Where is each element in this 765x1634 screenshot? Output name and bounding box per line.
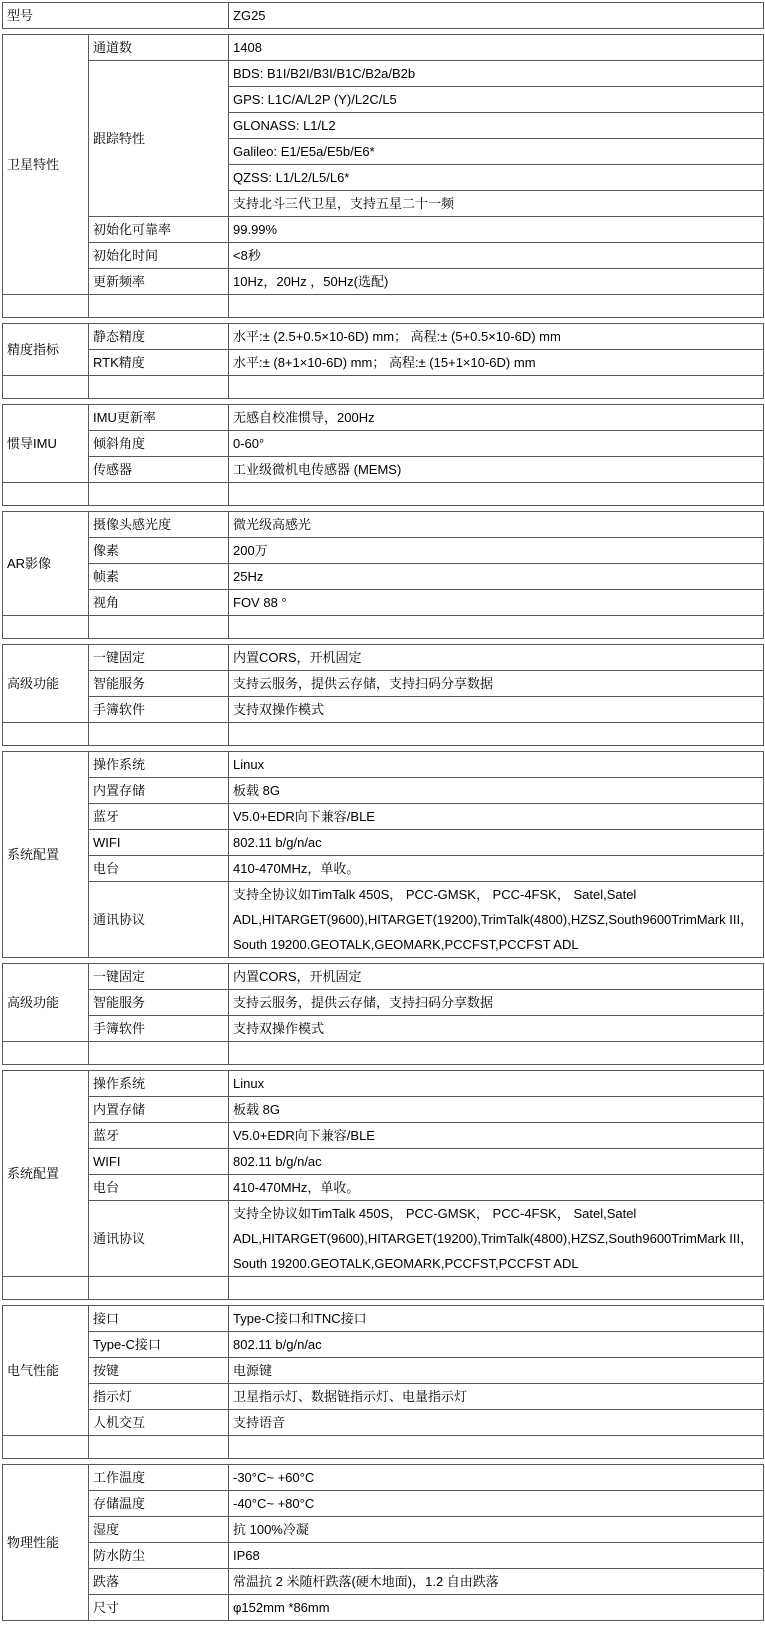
- value-cell: 410-470MHz，单收。: [229, 1175, 764, 1201]
- value-cell: 内置CORS，开机固定: [229, 645, 764, 671]
- value-cell: 802.11 b/g/n/ac: [229, 1332, 764, 1358]
- spacer-cell: [3, 1436, 89, 1459]
- property-cell: 一键固定: [89, 964, 229, 990]
- table-row: [3, 882, 764, 958]
- property-cell: WIFI: [89, 1149, 229, 1175]
- property-cell: 更新频率: [89, 269, 229, 295]
- section-table-7: [2, 1070, 764, 1300]
- property-cell: 通讯协议: [89, 1201, 229, 1277]
- property-cell: IMU更新率: [89, 405, 229, 431]
- table-row: [3, 1306, 764, 1332]
- value-cell: 支持语音: [229, 1410, 764, 1436]
- property-cell: 蓝牙: [89, 804, 229, 830]
- property-cell: 内置存储: [89, 1097, 229, 1123]
- property-cell: 倾斜角度: [89, 431, 229, 457]
- table-row: [3, 1123, 764, 1149]
- value-cell: V5.0+EDR向下兼容/BLE: [229, 1123, 764, 1149]
- property-cell: RTK精度: [89, 350, 229, 376]
- spacer-cell: [229, 295, 764, 318]
- spacer-cell: [3, 1277, 89, 1300]
- value-cell: 板载 8G: [229, 778, 764, 804]
- value-cell: GLONASS: L1/L2: [229, 113, 764, 139]
- section-table-8: [2, 1305, 764, 1459]
- value-cell: Galileo: E1/E5a/E5b/E6*: [229, 139, 764, 165]
- table-row: [3, 35, 764, 61]
- property-cell: 指示灯: [89, 1384, 229, 1410]
- category-cell: 卫星特性: [3, 35, 89, 295]
- spacer-cell: [229, 1277, 764, 1300]
- model-label-cell: 型号: [3, 3, 229, 29]
- table-row: [3, 457, 764, 483]
- property-cell: 接口: [89, 1306, 229, 1332]
- table-row: [3, 1097, 764, 1123]
- table-row: [3, 1071, 764, 1097]
- value-cell: 25Hz: [229, 564, 764, 590]
- table-row: [3, 990, 764, 1016]
- table-row: [3, 324, 764, 350]
- value-cell: 支持全协议如TimTalk 450S， PCC-GMSK， PCC-4FSK， Satel,Satel ADL,HITARGET(9600),HITARGET(19200),TrimTalk(4800),HZSZ,South9600TrimMark III， South 19200.GEOTALK,GEOMARK,PCCFST,PCCFST ADL: [229, 882, 764, 958]
- value-cell: 支持云服务，提供云存储，支持扫码分享数据: [229, 990, 764, 1016]
- table-row: [3, 1332, 764, 1358]
- value-cell: 0-60°: [229, 431, 764, 457]
- property-cell: 静态精度: [89, 324, 229, 350]
- property-cell: 通道数: [89, 35, 229, 61]
- value-cell: 微光级高感光: [229, 512, 764, 538]
- spacer-cell: [89, 1277, 229, 1300]
- property-cell: 内置存储: [89, 778, 229, 804]
- table-row: [3, 964, 764, 990]
- table-row: [3, 1595, 764, 1621]
- value-cell: 410-470MHz，单收。: [229, 856, 764, 882]
- spacer-cell: [229, 376, 764, 399]
- model-table: [2, 2, 764, 29]
- property-cell: 跌落: [89, 1569, 229, 1595]
- table-row: [3, 804, 764, 830]
- property-cell: 尺寸: [89, 1595, 229, 1621]
- value-cell: V5.0+EDR向下兼容/BLE: [229, 804, 764, 830]
- section-table-4: [2, 644, 764, 746]
- property-cell: 操作系统: [89, 752, 229, 778]
- section-table-6: [2, 963, 764, 1065]
- table-row: [3, 671, 764, 697]
- property-cell: 初始化时间: [89, 243, 229, 269]
- spacer-row: [3, 723, 764, 746]
- table-row: [3, 856, 764, 882]
- section-table-0: [2, 34, 764, 318]
- section-table-9: [2, 1464, 764, 1621]
- category-cell: 高级功能: [3, 964, 89, 1042]
- value-cell: BDS: B1I/B2I/B3I/B1C/B2a/B2b: [229, 61, 764, 87]
- table-row: [3, 269, 764, 295]
- category-cell: 物理性能: [3, 1465, 89, 1621]
- value-cell: 1408: [229, 35, 764, 61]
- spacer-row: [3, 295, 764, 318]
- spacer-cell: [89, 483, 229, 506]
- property-cell: WIFI: [89, 830, 229, 856]
- value-cell: 无感自校准惯导，200Hz: [229, 405, 764, 431]
- table-row: [3, 1569, 764, 1595]
- table-row: [3, 590, 764, 616]
- category-cell: 电气性能: [3, 1306, 89, 1436]
- table-row: [3, 830, 764, 856]
- value-cell: Linux: [229, 752, 764, 778]
- spacer-row: [3, 1042, 764, 1065]
- value-cell: Type-C接口和TNC接口: [229, 1306, 764, 1332]
- spacer-cell: [3, 295, 89, 318]
- category-cell: 惯导IMU: [3, 405, 89, 483]
- spacer-cell: [3, 376, 89, 399]
- table-row: [3, 1201, 764, 1277]
- spacer-cell: [229, 616, 764, 639]
- value-cell: 水平:± (8+1×10-6D) mm； 高程:± (15+1×10-6D) mm: [229, 350, 764, 376]
- property-cell: 一键固定: [89, 645, 229, 671]
- spacer-row: [3, 1436, 764, 1459]
- value-cell: IP68: [229, 1543, 764, 1569]
- value-cell: 支持全协议如TimTalk 450S， PCC-GMSK， PCC-4FSK， Satel,Satel ADL,HITARGET(9600),HITARGET(19200),TrimTalk(4800),HZSZ,South9600TrimMark III， South 19200.GEOTALK,GEOMARK,PCCFST,PCCFST ADL: [229, 1201, 764, 1277]
- table-row: [3, 1465, 764, 1491]
- value-cell: 电源键: [229, 1358, 764, 1384]
- table-row: [3, 1149, 764, 1175]
- value-cell: 200万: [229, 538, 764, 564]
- value-cell: φ152mm *86mm: [229, 1595, 764, 1621]
- property-cell: 智能服务: [89, 990, 229, 1016]
- table-row: [3, 350, 764, 376]
- table-row: [3, 1410, 764, 1436]
- table-row: [3, 1491, 764, 1517]
- table-row: [3, 1358, 764, 1384]
- property-cell: 智能服务: [89, 671, 229, 697]
- spacer-cell: [229, 1436, 764, 1459]
- section-table-2: [2, 404, 764, 506]
- value-cell: 99.99%: [229, 217, 764, 243]
- property-cell: 摄像头感光度: [89, 512, 229, 538]
- property-cell: 工作温度: [89, 1465, 229, 1491]
- table-row: [3, 697, 764, 723]
- spacer-cell: [89, 1042, 229, 1065]
- value-cell: 10Hz，20Hz ，50Hz(选配): [229, 269, 764, 295]
- table-row: [3, 752, 764, 778]
- spacer-row: [3, 1277, 764, 1300]
- spacer-cell: [89, 1436, 229, 1459]
- table-row: [3, 564, 764, 590]
- table-row: [3, 405, 764, 431]
- model-row: [3, 3, 764, 29]
- table-row: [3, 1384, 764, 1410]
- spacer-row: [3, 376, 764, 399]
- property-cell: 电台: [89, 1175, 229, 1201]
- property-cell: 防水防尘: [89, 1543, 229, 1569]
- property-cell: 帧素: [89, 564, 229, 590]
- value-cell: 802.11 b/g/n/ac: [229, 830, 764, 856]
- value-cell: -40°C~ +80°C: [229, 1491, 764, 1517]
- property-cell: 手簿软件: [89, 697, 229, 723]
- category-cell: 系统配置: [3, 752, 89, 958]
- table-row: [3, 778, 764, 804]
- table-row: [3, 1175, 764, 1201]
- value-cell: 常温抗 2 米随杆跌落(硬木地面)，1.2 自由跌落: [229, 1569, 764, 1595]
- spacer-cell: [3, 483, 89, 506]
- spacer-cell: [89, 616, 229, 639]
- table-row: [3, 1016, 764, 1042]
- value-cell: QZSS: L1/L2/L5/L6*: [229, 165, 764, 191]
- spacer-cell: [3, 723, 89, 746]
- spacer-cell: [229, 483, 764, 506]
- property-cell: 初始化可靠率: [89, 217, 229, 243]
- table-row: [3, 512, 764, 538]
- property-cell: 存储温度: [89, 1491, 229, 1517]
- section-table-1: [2, 323, 764, 399]
- value-cell: 支持双操作模式: [229, 697, 764, 723]
- table-row: [3, 217, 764, 243]
- property-cell: 电台: [89, 856, 229, 882]
- spacer-cell: [89, 376, 229, 399]
- table-row: [3, 61, 764, 87]
- property-cell: 视角: [89, 590, 229, 616]
- section-table-5: [2, 751, 764, 958]
- category-cell: 系统配置: [3, 1071, 89, 1277]
- model-value-cell: ZG25: [229, 3, 764, 29]
- value-cell: 板载 8G: [229, 1097, 764, 1123]
- spacer-cell: [229, 1042, 764, 1065]
- section-table-3: [2, 511, 764, 639]
- property-cell: 人机交互: [89, 1410, 229, 1436]
- value-cell: 支持北斗三代卫星，支持五星二十一频: [229, 191, 764, 217]
- value-cell: 卫星指示灯、数据链指示灯、电量指示灯: [229, 1384, 764, 1410]
- value-cell: 工业级微机电传感器 (MEMS): [229, 457, 764, 483]
- table-row: [3, 431, 764, 457]
- value-cell: GPS: L1C/A/L2P (Y)/L2C/L5: [229, 87, 764, 113]
- value-cell: 支持云服务，提供云存储，支持扫码分享数据: [229, 671, 764, 697]
- value-cell: 802.11 b/g/n/ac: [229, 1149, 764, 1175]
- property-cell: 像素: [89, 538, 229, 564]
- property-cell: 跟踪特性: [89, 61, 229, 217]
- property-cell: 湿度: [89, 1517, 229, 1543]
- table-row: [3, 538, 764, 564]
- table-row: [3, 1517, 764, 1543]
- property-cell: 手簿软件: [89, 1016, 229, 1042]
- value-cell: 内置CORS，开机固定: [229, 964, 764, 990]
- spacer-row: [3, 616, 764, 639]
- property-cell: 操作系统: [89, 1071, 229, 1097]
- value-cell: -30°C~ +60°C: [229, 1465, 764, 1491]
- category-cell: 精度指标: [3, 324, 89, 376]
- category-cell: 高级功能: [3, 645, 89, 723]
- value-cell: <8秒: [229, 243, 764, 269]
- property-cell: Type-C接口: [89, 1332, 229, 1358]
- category-cell: AR影像: [3, 512, 89, 616]
- spacer-cell: [3, 1042, 89, 1065]
- property-cell: 传感器: [89, 457, 229, 483]
- value-cell: 抗 100%冷凝: [229, 1517, 764, 1543]
- property-cell: 通讯协议: [89, 882, 229, 958]
- spacer-cell: [229, 723, 764, 746]
- table-row: [3, 243, 764, 269]
- spacer-cell: [89, 295, 229, 318]
- table-row: [3, 1543, 764, 1569]
- spacer-row: [3, 483, 764, 506]
- property-cell: 按键: [89, 1358, 229, 1384]
- spacer-cell: [89, 723, 229, 746]
- value-cell: Linux: [229, 1071, 764, 1097]
- value-cell: FOV 88 °: [229, 590, 764, 616]
- table-row: [3, 645, 764, 671]
- property-cell: 蓝牙: [89, 1123, 229, 1149]
- spacer-cell: [3, 616, 89, 639]
- value-cell: 水平:± (2.5+0.5×10-6D) mm； 高程:± (5+0.5×10-6D) mm: [229, 324, 764, 350]
- value-cell: 支持双操作模式: [229, 1016, 764, 1042]
